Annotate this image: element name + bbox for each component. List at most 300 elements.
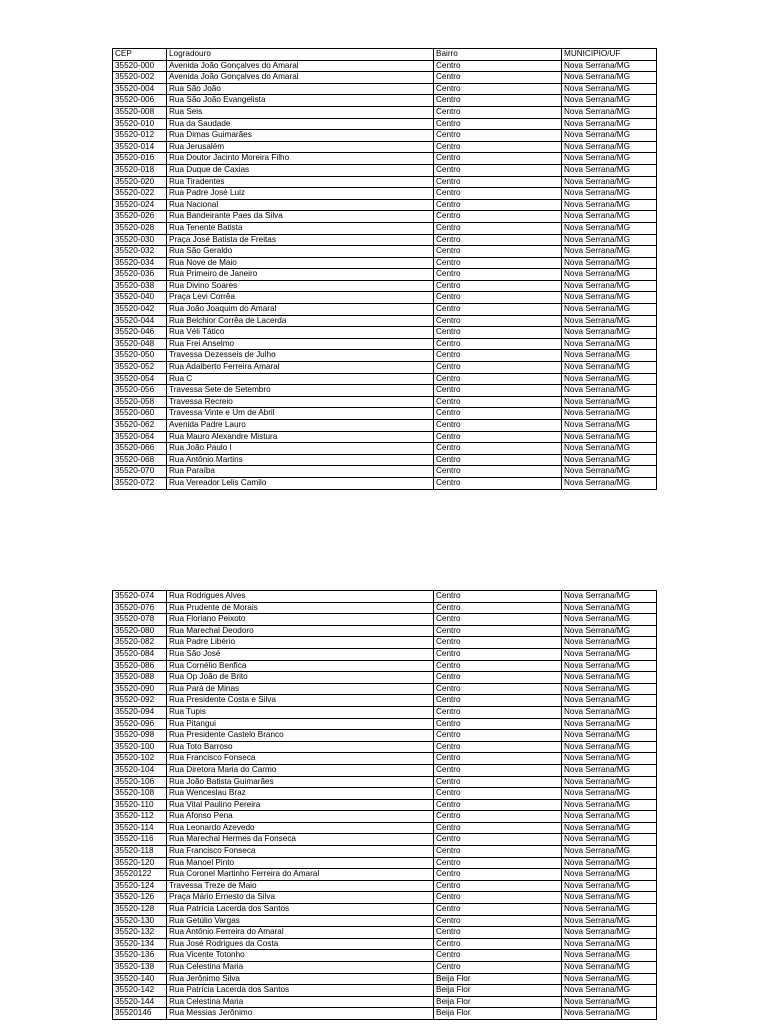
municipio-cell: Nova Serrana/MG <box>562 362 657 374</box>
cep-cell: 35520-022 <box>113 188 167 200</box>
logradouro-cell: Rua Cornélio Benfica <box>167 660 434 672</box>
municipio-cell: Nova Serrana/MG <box>562 164 657 176</box>
municipio-cell: Nova Serrana/MG <box>562 938 657 950</box>
cep-cell: 35520-036 <box>113 269 167 281</box>
municipio-cell: Nova Serrana/MG <box>562 431 657 443</box>
logradouro-cell: Rua Prudente de Morais <box>167 602 434 614</box>
logradouro-cell: Avenida João Gonçalves do Amaral <box>167 60 434 72</box>
logradouro-cell: Rua Véli Tático <box>167 327 434 339</box>
logradouro-cell: Rua Jerusalém <box>167 141 434 153</box>
cep-table-1 <box>112 48 657 490</box>
municipio-cell: Nova Serrana/MG <box>562 822 657 834</box>
logradouro-cell: Praça José Batista de Freitas <box>167 234 434 246</box>
bairro-cell: Centro <box>434 396 562 408</box>
logradouro-cell: Rua Celestina Maria <box>167 996 434 1008</box>
logradouro-cell: Rua Paraíba <box>167 466 434 478</box>
logradouro-cell: Rua Toto Barroso <box>167 741 434 753</box>
table-row <box>113 614 657 626</box>
table-row <box>113 304 657 316</box>
municipio-cell: Nova Serrana/MG <box>562 799 657 811</box>
cep-cell: 35520-086 <box>113 660 167 672</box>
logradouro-cell: Rua João Joaquim do Amaral <box>167 304 434 316</box>
bairro-cell: Centro <box>434 188 562 200</box>
cep-cell: 35520-140 <box>113 973 167 985</box>
logradouro-cell: Rua Vereador Lelis Camilo <box>167 477 434 489</box>
bairro-cell: Centro <box>434 269 562 281</box>
cep-cell: 35520-126 <box>113 892 167 904</box>
cep-cell: 35520-026 <box>113 211 167 223</box>
municipio-cell: Nova Serrana/MG <box>562 176 657 188</box>
table-row <box>113 718 657 730</box>
municipio-cell: Nova Serrana/MG <box>562 857 657 869</box>
logradouro-cell: Rua Rodrigues Alves <box>167 591 434 603</box>
cep-cell: 35520-020 <box>113 176 167 188</box>
municipio-cell: Nova Serrana/MG <box>562 811 657 823</box>
municipio-cell: Nova Serrana/MG <box>562 292 657 304</box>
table-row <box>113 962 657 974</box>
table-row <box>113 822 657 834</box>
cep-cell: 35520-016 <box>113 153 167 165</box>
bairro-cell: Centro <box>434 164 562 176</box>
table-row <box>113 199 657 211</box>
cep-cell: 35520-012 <box>113 130 167 142</box>
table-row <box>113 637 657 649</box>
logradouro-cell: Rua Diretora Maria do Carmo <box>167 764 434 776</box>
table-row <box>113 211 657 223</box>
bairro-cell: Centro <box>434 706 562 718</box>
cep-cell: 35520-066 <box>113 443 167 455</box>
municipio-cell: Nova Serrana/MG <box>562 118 657 130</box>
bairro-cell: Centro <box>434 257 562 269</box>
municipio-cell: Nova Serrana/MG <box>562 234 657 246</box>
logradouro-cell: Rua da Saudade <box>167 118 434 130</box>
bairro-cell: Beija Flor <box>434 996 562 1008</box>
logradouro-cell: Rua Pitangui <box>167 718 434 730</box>
municipio-cell: Nova Serrana/MG <box>562 637 657 649</box>
cep-cell: 35520-114 <box>113 822 167 834</box>
table-row <box>113 695 657 707</box>
logradouro-cell: Rua José Rodrigues da Costa <box>167 938 434 950</box>
bairro-cell: Centro <box>434 660 562 672</box>
cep-cell: 35520-028 <box>113 222 167 234</box>
logradouro-cell: Rua Dimas Guimarães <box>167 130 434 142</box>
logradouro-cell: Rua Belchior Corrêa de Lacerda <box>167 315 434 327</box>
table-row <box>113 280 657 292</box>
table-row <box>113 950 657 962</box>
logradouro-cell: Rua Afonso Pena <box>167 811 434 823</box>
table-row <box>113 431 657 443</box>
bairro-cell: Centro <box>434 811 562 823</box>
bairro-cell: Centro <box>434 431 562 443</box>
municipio-cell: Nova Serrana/MG <box>562 153 657 165</box>
table-row <box>113 927 657 939</box>
logradouro-cell: Avenida Padre Lauro <box>167 420 434 432</box>
municipio-cell: Nova Serrana/MG <box>562 904 657 916</box>
logradouro-cell: Rua Tenente Batista <box>167 222 434 234</box>
cep-cell: 35520-018 <box>113 164 167 176</box>
bairro-cell: Centro <box>434 222 562 234</box>
cep-cell: 35520-064 <box>113 431 167 443</box>
municipio-cell: Nova Serrana/MG <box>562 730 657 742</box>
cep-cell: 35520-014 <box>113 141 167 153</box>
table-row <box>113 153 657 165</box>
logradouro-cell: Rua Presidente Costa e Silva <box>167 695 434 707</box>
table-row <box>113 72 657 84</box>
logradouro-cell: Avenida João Gonçalves do Amaral <box>167 72 434 84</box>
bairro-cell: Centro <box>434 915 562 927</box>
logradouro-cell: Rua Nacional <box>167 199 434 211</box>
municipio-cell: Nova Serrana/MG <box>562 304 657 316</box>
logradouro-cell: Travessa Dezesseis de Julho <box>167 350 434 362</box>
table-2-body <box>113 591 657 1020</box>
bairro-cell: Centro <box>434 880 562 892</box>
logradouro-cell: Rua São João <box>167 83 434 95</box>
municipio-cell: Nova Serrana/MG <box>562 869 657 881</box>
municipio-cell: Nova Serrana/MG <box>562 625 657 637</box>
cep-cell: 35520-038 <box>113 280 167 292</box>
bairro-cell: Centro <box>434 614 562 626</box>
table-row <box>113 385 657 397</box>
logradouro-cell: Rua Presidente Castelo Branco <box>167 730 434 742</box>
logradouro-cell: Rua Primeiro de Janeiro <box>167 269 434 281</box>
bairro-cell: Beija Flor <box>434 973 562 985</box>
cep-cell: 35520-010 <box>113 118 167 130</box>
bairro-cell: Centro <box>434 962 562 974</box>
table-row <box>113 292 657 304</box>
municipio-cell: Nova Serrana/MG <box>562 222 657 234</box>
cep-cell: 35520-138 <box>113 962 167 974</box>
logradouro-cell: Rua Messias Jerônimo <box>167 1008 434 1020</box>
cep-cell: 35520-090 <box>113 683 167 695</box>
cep-cell: 35520-096 <box>113 718 167 730</box>
table-row <box>113 315 657 327</box>
logradouro-cell: Praça Mário Ernesto da Silva <box>167 892 434 904</box>
bairro-cell: Centro <box>434 904 562 916</box>
bairro-cell: Centro <box>434 466 562 478</box>
table-row <box>113 246 657 258</box>
table-row <box>113 672 657 684</box>
bairro-cell: Centro <box>434 591 562 603</box>
cep-cell: 35520-068 <box>113 454 167 466</box>
logradouro-cell: Rua Tiradentes <box>167 176 434 188</box>
table-row <box>113 973 657 985</box>
bairro-cell: Centro <box>434 846 562 858</box>
logradouro-cell: Travessa Recreio <box>167 396 434 408</box>
bairro-cell: Centro <box>434 834 562 846</box>
table-row <box>113 269 657 281</box>
table-row <box>113 904 657 916</box>
logradouro-cell: Rua Wenceslau Braz <box>167 788 434 800</box>
cep-cell: 35520-118 <box>113 846 167 858</box>
municipio-cell: Nova Serrana/MG <box>562 60 657 72</box>
table-row <box>113 188 657 200</box>
cep-cell: 35520-124 <box>113 880 167 892</box>
cep-cell: 35520-072 <box>113 477 167 489</box>
cep-cell: 35520-108 <box>113 788 167 800</box>
municipio-cell: Nova Serrana/MG <box>562 672 657 684</box>
table-row <box>113 106 657 118</box>
logradouro-cell: Rua São Geraldo <box>167 246 434 258</box>
bairro-cell: Centro <box>434 938 562 950</box>
table-row <box>113 625 657 637</box>
cep-cell: 35520-062 <box>113 420 167 432</box>
municipio-cell: Nova Serrana/MG <box>562 477 657 489</box>
logradouro-cell: Rua Getúlio Vargas <box>167 915 434 927</box>
cep-cell: 35520-002 <box>113 72 167 84</box>
municipio-cell: Nova Serrana/MG <box>562 718 657 730</box>
municipio-cell: Nova Serrana/MG <box>562 385 657 397</box>
header-cep: CEP <box>113 49 167 61</box>
cep-cell: 35520146 <box>113 1008 167 1020</box>
table-row <box>113 730 657 742</box>
bairro-cell: Centro <box>434 199 562 211</box>
table-row <box>113 454 657 466</box>
municipio-cell: Nova Serrana/MG <box>562 188 657 200</box>
logradouro-cell: Rua Adalberto Ferreira Amaral <box>167 362 434 374</box>
bairro-cell: Beija Flor <box>434 985 562 997</box>
logradouro-cell: Rua Padre Libério <box>167 637 434 649</box>
logradouro-cell: Rua Op João de Brito <box>167 672 434 684</box>
bairro-cell: Centro <box>434 869 562 881</box>
municipio-cell: Nova Serrana/MG <box>562 396 657 408</box>
municipio-cell: Nova Serrana/MG <box>562 350 657 362</box>
logradouro-cell: Rua Pará de Minas <box>167 683 434 695</box>
logradouro-cell: Rua Doutor Jacinto Moreira Filho <box>167 153 434 165</box>
table-row <box>113 892 657 904</box>
logradouro-cell: Rua Celestina Maria <box>167 962 434 974</box>
logradouro-cell: Travessa Sete de Setembro <box>167 385 434 397</box>
municipio-cell: Nova Serrana/MG <box>562 741 657 753</box>
cep-cell: 35520-004 <box>113 83 167 95</box>
municipio-cell: Nova Serrana/MG <box>562 648 657 660</box>
cep-cell: 35520-106 <box>113 776 167 788</box>
bairro-cell: Centro <box>434 950 562 962</box>
cep-cell: 35520-000 <box>113 60 167 72</box>
cep-cell: 35520-050 <box>113 350 167 362</box>
cep-cell: 35520-042 <box>113 304 167 316</box>
bairro-cell: Centro <box>434 602 562 614</box>
table-row <box>113 83 657 95</box>
municipio-cell: Nova Serrana/MG <box>562 420 657 432</box>
bairro-cell: Centro <box>434 730 562 742</box>
cep-table-2 <box>112 590 657 1020</box>
logradouro-cell: Rua Vital Paulino Pereira <box>167 799 434 811</box>
cep-cell: 35520-100 <box>113 741 167 753</box>
bairro-cell: Beija Flor <box>434 1008 562 1020</box>
municipio-cell: Nova Serrana/MG <box>562 973 657 985</box>
municipio-cell: Nova Serrana/MG <box>562 788 657 800</box>
table-row <box>113 466 657 478</box>
table-row <box>113 60 657 72</box>
table-row <box>113 996 657 1008</box>
municipio-cell: Nova Serrana/MG <box>562 211 657 223</box>
bairro-cell: Centro <box>434 338 562 350</box>
bairro-cell: Centro <box>434 822 562 834</box>
bairro-cell: Centro <box>434 141 562 153</box>
table-row <box>113 753 657 765</box>
municipio-cell: Nova Serrana/MG <box>562 614 657 626</box>
table-row <box>113 764 657 776</box>
municipio-cell: Nova Serrana/MG <box>562 95 657 107</box>
bairro-cell: Centro <box>434 385 562 397</box>
table-row <box>113 257 657 269</box>
table-row <box>113 396 657 408</box>
municipio-cell: Nova Serrana/MG <box>562 1008 657 1020</box>
header-municipio: MUNICIPIO/UF <box>562 49 657 61</box>
table-row <box>113 1008 657 1020</box>
cep-cell: 35520-092 <box>113 695 167 707</box>
logradouro-cell: Rua Antônio Ferreira do Amaral <box>167 927 434 939</box>
municipio-cell: Nova Serrana/MG <box>562 199 657 211</box>
table-row <box>113 362 657 374</box>
table-row <box>113 338 657 350</box>
bairro-cell: Centro <box>434 292 562 304</box>
bairro-cell: Centro <box>434 776 562 788</box>
logradouro-cell: Rua João Batista Guimarães <box>167 776 434 788</box>
logradouro-cell: Rua Mauro Alexandre Mistura <box>167 431 434 443</box>
cep-cell: 35520-056 <box>113 385 167 397</box>
logradouro-cell: Rua C <box>167 373 434 385</box>
municipio-cell: Nova Serrana/MG <box>562 280 657 292</box>
municipio-cell: Nova Serrana/MG <box>562 408 657 420</box>
bairro-cell: Centro <box>434 420 562 432</box>
table-row <box>113 420 657 432</box>
bairro-cell: Centro <box>434 95 562 107</box>
logradouro-cell: Rua Manoel Pinto <box>167 857 434 869</box>
municipio-cell: Nova Serrana/MG <box>562 602 657 614</box>
logradouro-cell: Praça Levi Corrêa <box>167 292 434 304</box>
bairro-cell: Centro <box>434 130 562 142</box>
bairro-cell: Centro <box>434 83 562 95</box>
logradouro-cell: Rua Frei Anselmo <box>167 338 434 350</box>
table-row <box>113 141 657 153</box>
table-row <box>113 591 657 603</box>
cep-cell: 35520-130 <box>113 915 167 927</box>
municipio-cell: Nova Serrana/MG <box>562 315 657 327</box>
cep-cell: 35520-098 <box>113 730 167 742</box>
bairro-cell: Centro <box>434 788 562 800</box>
cep-cell: 35520-024 <box>113 199 167 211</box>
logradouro-cell: Rua Nove de Maio <box>167 257 434 269</box>
bairro-cell: Centro <box>434 672 562 684</box>
cep-cell: 35520122 <box>113 869 167 881</box>
table-row <box>113 130 657 142</box>
bairro-cell: Centro <box>434 246 562 258</box>
cep-cell: 35520-054 <box>113 373 167 385</box>
cep-cell: 35520-030 <box>113 234 167 246</box>
table-row <box>113 176 657 188</box>
logradouro-cell: Rua Francisco Fonseca <box>167 753 434 765</box>
bairro-cell: Centro <box>434 454 562 466</box>
cep-cell: 35520-080 <box>113 625 167 637</box>
logradouro-cell: Rua São José <box>167 648 434 660</box>
logradouro-cell: Rua Francisco Fonseca <box>167 846 434 858</box>
cep-cell: 35520-142 <box>113 985 167 997</box>
table-row <box>113 880 657 892</box>
cep-cell: 35520-116 <box>113 834 167 846</box>
municipio-cell: Nova Serrana/MG <box>562 776 657 788</box>
table-row <box>113 350 657 362</box>
municipio-cell: Nova Serrana/MG <box>562 892 657 904</box>
bairro-cell: Centro <box>434 648 562 660</box>
logradouro-cell: Travessa Treze de Maio <box>167 880 434 892</box>
municipio-cell: Nova Serrana/MG <box>562 683 657 695</box>
logradouro-cell: Rua Tupis <box>167 706 434 718</box>
municipio-cell: Nova Serrana/MG <box>562 660 657 672</box>
logradouro-cell: Rua Duque de Caxias <box>167 164 434 176</box>
header-bairro: Bairro <box>434 49 562 61</box>
bairro-cell: Centro <box>434 362 562 374</box>
cep-cell: 35520-112 <box>113 811 167 823</box>
bairro-cell: Centro <box>434 373 562 385</box>
bairro-cell: Centro <box>434 153 562 165</box>
table-row <box>113 118 657 130</box>
municipio-cell: Nova Serrana/MG <box>562 338 657 350</box>
municipio-cell: Nova Serrana/MG <box>562 764 657 776</box>
table-row <box>113 834 657 846</box>
bairro-cell: Centro <box>434 176 562 188</box>
municipio-cell: Nova Serrana/MG <box>562 454 657 466</box>
table-row <box>113 648 657 660</box>
municipio-cell: Nova Serrana/MG <box>562 846 657 858</box>
municipio-cell: Nova Serrana/MG <box>562 706 657 718</box>
table-row <box>113 602 657 614</box>
bairro-cell: Centro <box>434 443 562 455</box>
logradouro-cell: Rua Leonardo Azevedo <box>167 822 434 834</box>
municipio-cell: Nova Serrana/MG <box>562 996 657 1008</box>
table-row <box>113 741 657 753</box>
cep-cell: 35520-008 <box>113 106 167 118</box>
table-1-body <box>113 60 657 489</box>
logradouro-cell: Rua Patrícia Lacerda dos Santos <box>167 985 434 997</box>
table-row <box>113 985 657 997</box>
cep-cell: 35520-094 <box>113 706 167 718</box>
bairro-cell: Centro <box>434 718 562 730</box>
logradouro-cell: Rua Marechal Hermes da Fonseca <box>167 834 434 846</box>
table-row <box>113 857 657 869</box>
cep-cell: 35520-120 <box>113 857 167 869</box>
cep-cell: 35520-052 <box>113 362 167 374</box>
logradouro-cell: Rua Patrícia Lacerda dos Santos <box>167 904 434 916</box>
cep-cell: 35520-076 <box>113 602 167 614</box>
bairro-cell: Centro <box>434 280 562 292</box>
municipio-cell: Nova Serrana/MG <box>562 327 657 339</box>
table-row <box>113 846 657 858</box>
bairro-cell: Centro <box>434 315 562 327</box>
municipio-cell: Nova Serrana/MG <box>562 83 657 95</box>
cep-cell: 35520-034 <box>113 257 167 269</box>
cep-cell: 35520-070 <box>113 466 167 478</box>
table-row <box>113 222 657 234</box>
bairro-cell: Centro <box>434 477 562 489</box>
table-row <box>113 443 657 455</box>
cep-cell: 35520-058 <box>113 396 167 408</box>
bairro-cell: Centro <box>434 408 562 420</box>
logradouro-cell: Rua João Paulo I <box>167 443 434 455</box>
bairro-cell: Centro <box>434 927 562 939</box>
municipio-cell: Nova Serrana/MG <box>562 962 657 974</box>
municipio-cell: Nova Serrana/MG <box>562 753 657 765</box>
cep-cell: 35520-128 <box>113 904 167 916</box>
cep-cell: 35520-060 <box>113 408 167 420</box>
cep-cell: 35520-088 <box>113 672 167 684</box>
bairro-cell: Centro <box>434 234 562 246</box>
cep-cell: 35520-136 <box>113 950 167 962</box>
municipio-cell: Nova Serrana/MG <box>562 257 657 269</box>
logradouro-cell: Rua Jerônimo Silva <box>167 973 434 985</box>
logradouro-cell: Rua Marechal Deodoro <box>167 625 434 637</box>
table-row <box>113 811 657 823</box>
